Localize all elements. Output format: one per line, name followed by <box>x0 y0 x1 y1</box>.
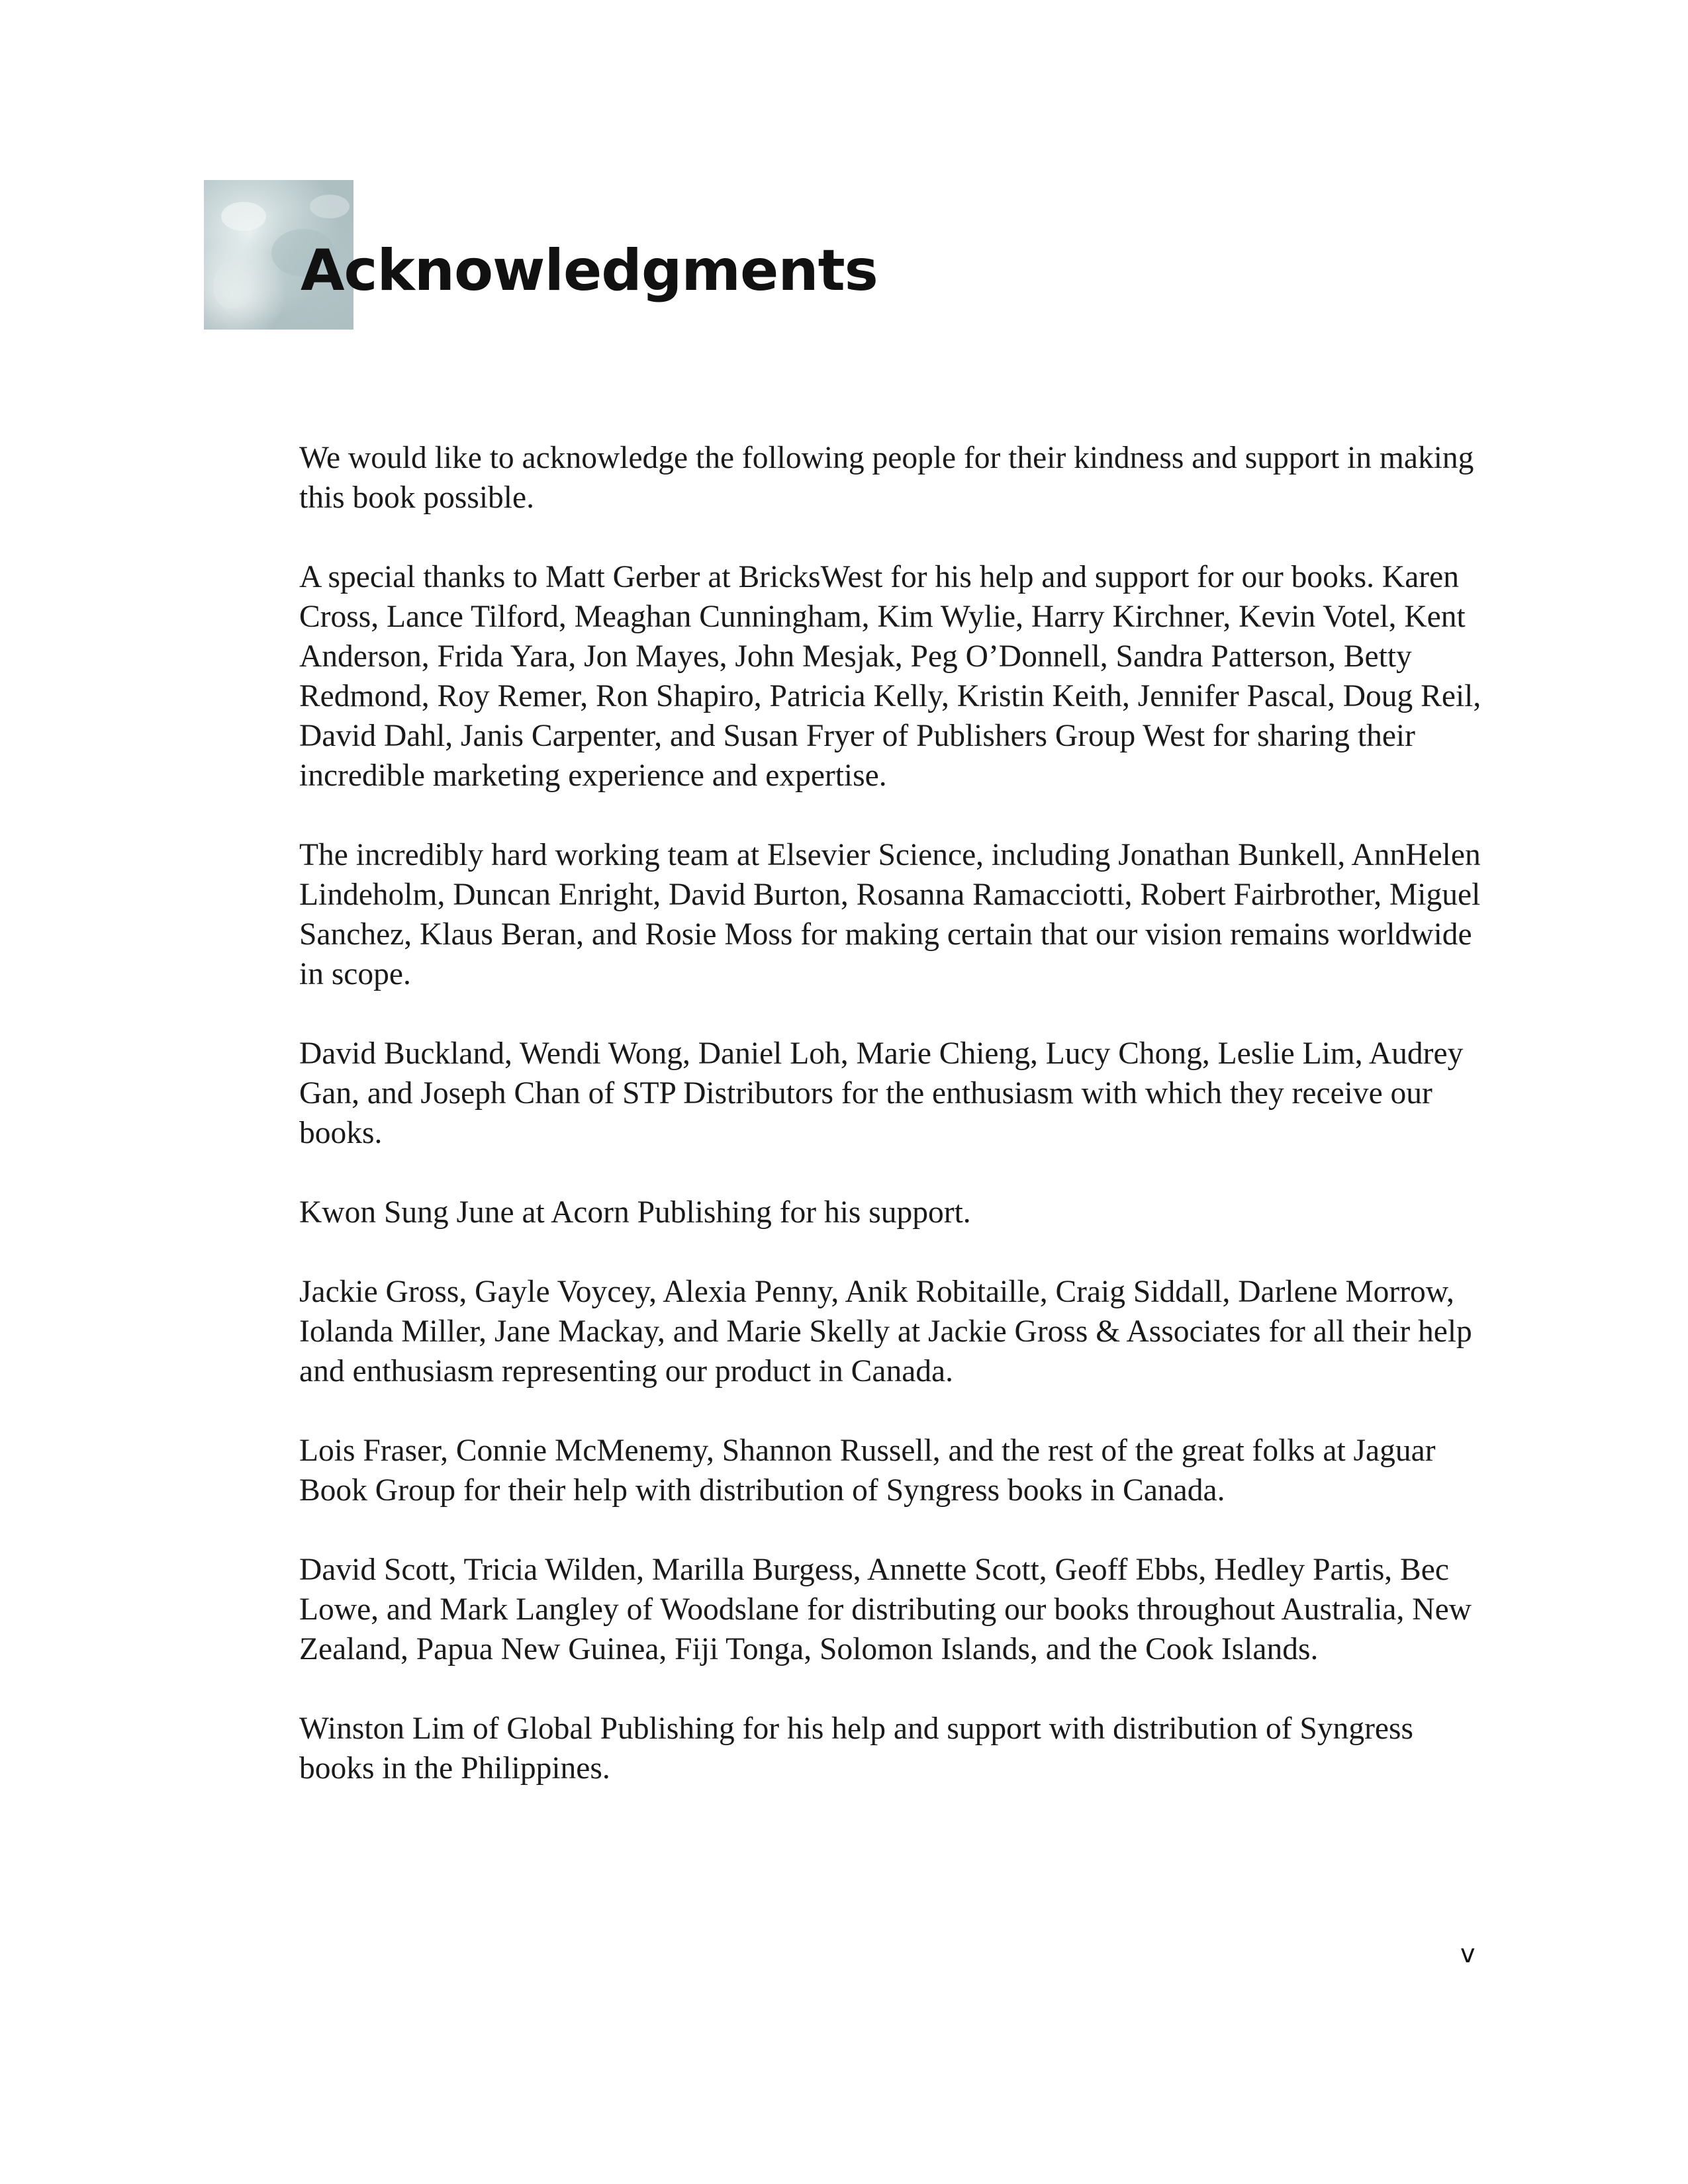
paragraph: Kwon Sung June at Acorn Publishing for his support. <box>299 1195 971 1230</box>
paragraph: Jackie Gross, Gayle Voycey, Alexia Penny, Anik Robitaille, Craig Siddall, Darlene Morrow, Iolanda Miller, Jane Mackay, and Marie Skelly at Jackie Gross & Associates for all their help and enthusiasm representing our product in Canada. <box>299 1275 1472 1388</box>
paragraph: David Scott, Tricia Wilden, Marilla Burgess, Annette Scott, Geoff Ebbs, Hedley Partis, Bec Lowe, and Mark Langley of Woodslane for distributing our books throughout Australia, New Zealand, Papua New Guinea, Fiji Tonga, Solomon Islands, and the Cook Islands. <box>299 1553 1472 1666</box>
paragraph: David Buckland, Wendi Wong, Daniel Loh, Marie Chieng, Lucy Chong, Leslie Lim, Audrey Gan, and Joseph Chan of STP Distributors for the enthusiasm with which they receive our books. <box>299 1036 1464 1150</box>
paragraph: Winston Lim of Global Publishing for his help and support with distribution of Syngress books in the Philippines. <box>299 1711 1413 1786</box>
paragraph: A special thanks to Matt Gerber at BricksWest for his help and support for our books. Karen Cross, Lance Tilford, Meaghan Cunningham, Kim Wylie, Harry Kirchner, Kevin Votel, Kent Anderson, Frida Yara, Jon Mayes, John Mesjak, Peg O’Donnell, Sandra Patterson, Betty Redmond, Roy Remer, Ron Shapiro, Patricia Kelly, Kristin Keith, Jennifer Pascal, Doug Reil, David Dahl, Janis Carpenter, and Susan Fryer of Publishers Group West for sharing their incredible marketing experience and expertise. <box>299 560 1481 793</box>
chapter-title: Acknowledgments <box>301 238 878 304</box>
paragraph: We would like to acknowledge the following people for their kindness and support in making this book possible. <box>299 441 1474 515</box>
acknowledgments-body <box>299 438 1484 1828</box>
paragraph: The incredibly hard working team at Elsevier Science, including Jonathan Bunkell, AnnHelen Lindeholm, Duncan Enright, David Burton, Rosanna Ramacciotti, Robert Fairbrother, Miguel Sanchez, Klaus Beran, and Rosie Moss for making certain that our vision remains worldwide in scope. <box>299 838 1481 991</box>
page-number: v <box>1460 1939 1476 1968</box>
paragraph: Lois Fraser, Connie McMenemy, Shannon Russell, and the rest of the great folks at Jaguar Book Group for their help with distribution of Syngress books in Canada. <box>299 1433 1436 1508</box>
